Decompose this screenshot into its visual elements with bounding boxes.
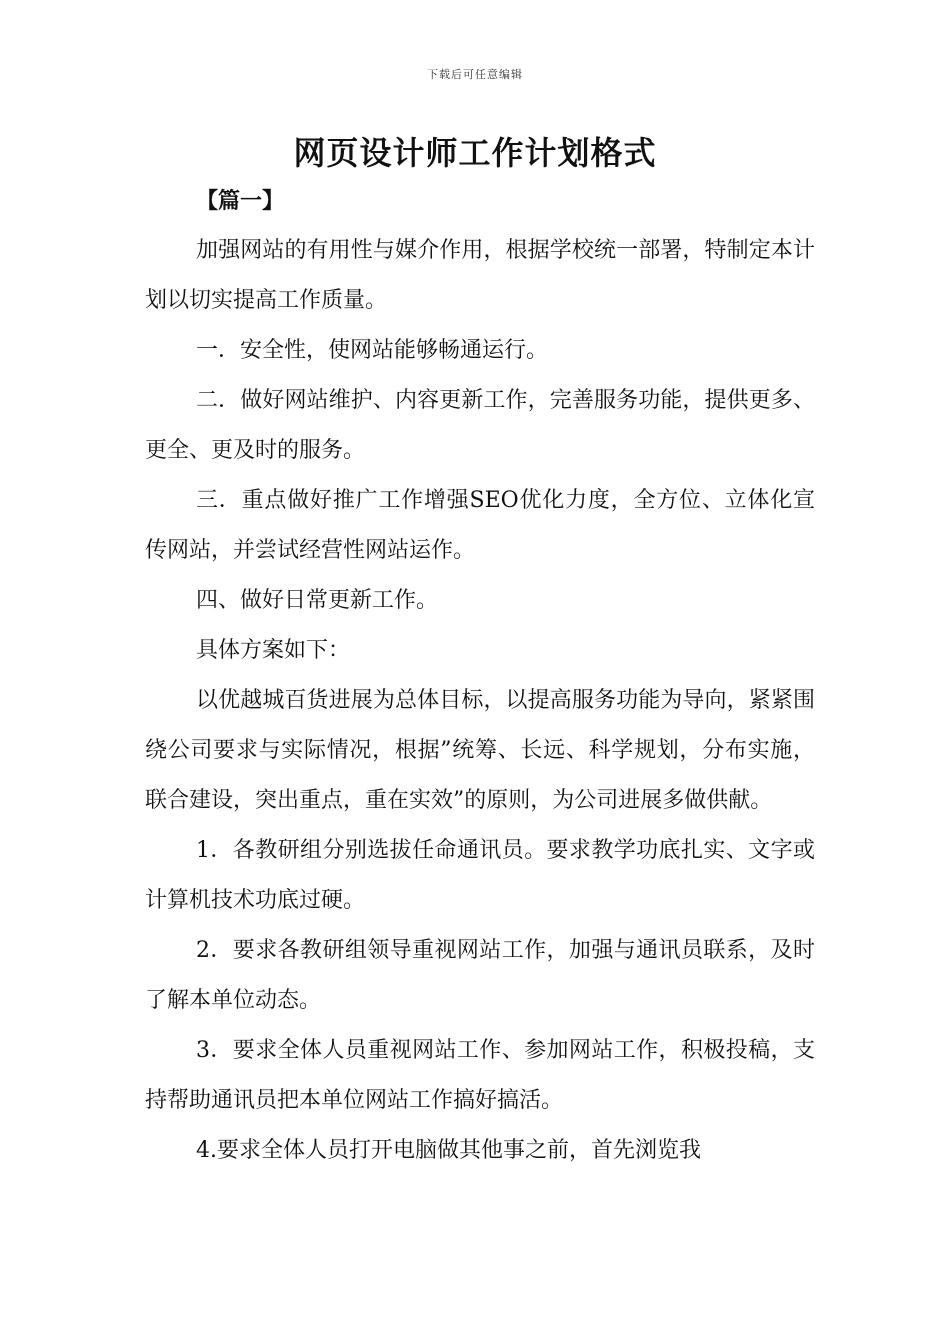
document-title: 网页设计师工作计划格式 xyxy=(293,134,657,172)
paragraph-step-2: 2．要求各教研组领导重视网站工作，加强与通讯员联系，及时了解本单位动态。 xyxy=(145,938,815,1013)
paragraph-step-1: 1．各教研组分别选拔任命通讯员。要求教学功底扎实、文字或计算机技术功底过硬。 xyxy=(145,838,815,913)
paragraph-intro: 加强网站的有用性与媒介作用，根据学校统一部署，特制定本计划以切实提高工作质量。 xyxy=(145,238,815,313)
section-tag: 【篇一】 xyxy=(196,188,285,214)
paragraph-item-4: 四、做好日常更新工作。 xyxy=(196,588,439,613)
paragraph-goal: 以优越城百货进展为总体目标，以提高服务功能为导向，紧紧围绕公司要求与实际情况，根据”统筹、长远、科学规划，分布实施，联合建设，突出重点，重在实效”的原则，为公司进展多做供献。 xyxy=(145,688,815,813)
header-note: 下载后可任意编辑 xyxy=(427,68,523,81)
paragraph-item-1: 一．安全性，使网站能够畅通运行。 xyxy=(196,338,549,363)
document-body xyxy=(145,226,815,1176)
paragraph-item-2: 二．做好网站维护、内容更新工作，完善服务功能，提供更多、更全、更及时的服务。 xyxy=(145,388,815,463)
paragraph-item-3: 三．重点做好推广工作增强SEO优化力度，全方位、立体化宣传网站，并尝试经营性网站运作。 xyxy=(145,488,815,563)
paragraph-plan-heading: 具体方案如下： xyxy=(196,638,351,663)
paragraph-step-4: 4.要求全体人员打开电脑做其他事之前，首先浏览我 xyxy=(196,1138,701,1163)
paragraph-step-3: 3．要求全体人员重视网站工作、参加网站工作，积极投稿，支持帮助通讯员把本单位网站工作搞好搞活。 xyxy=(145,1038,815,1113)
